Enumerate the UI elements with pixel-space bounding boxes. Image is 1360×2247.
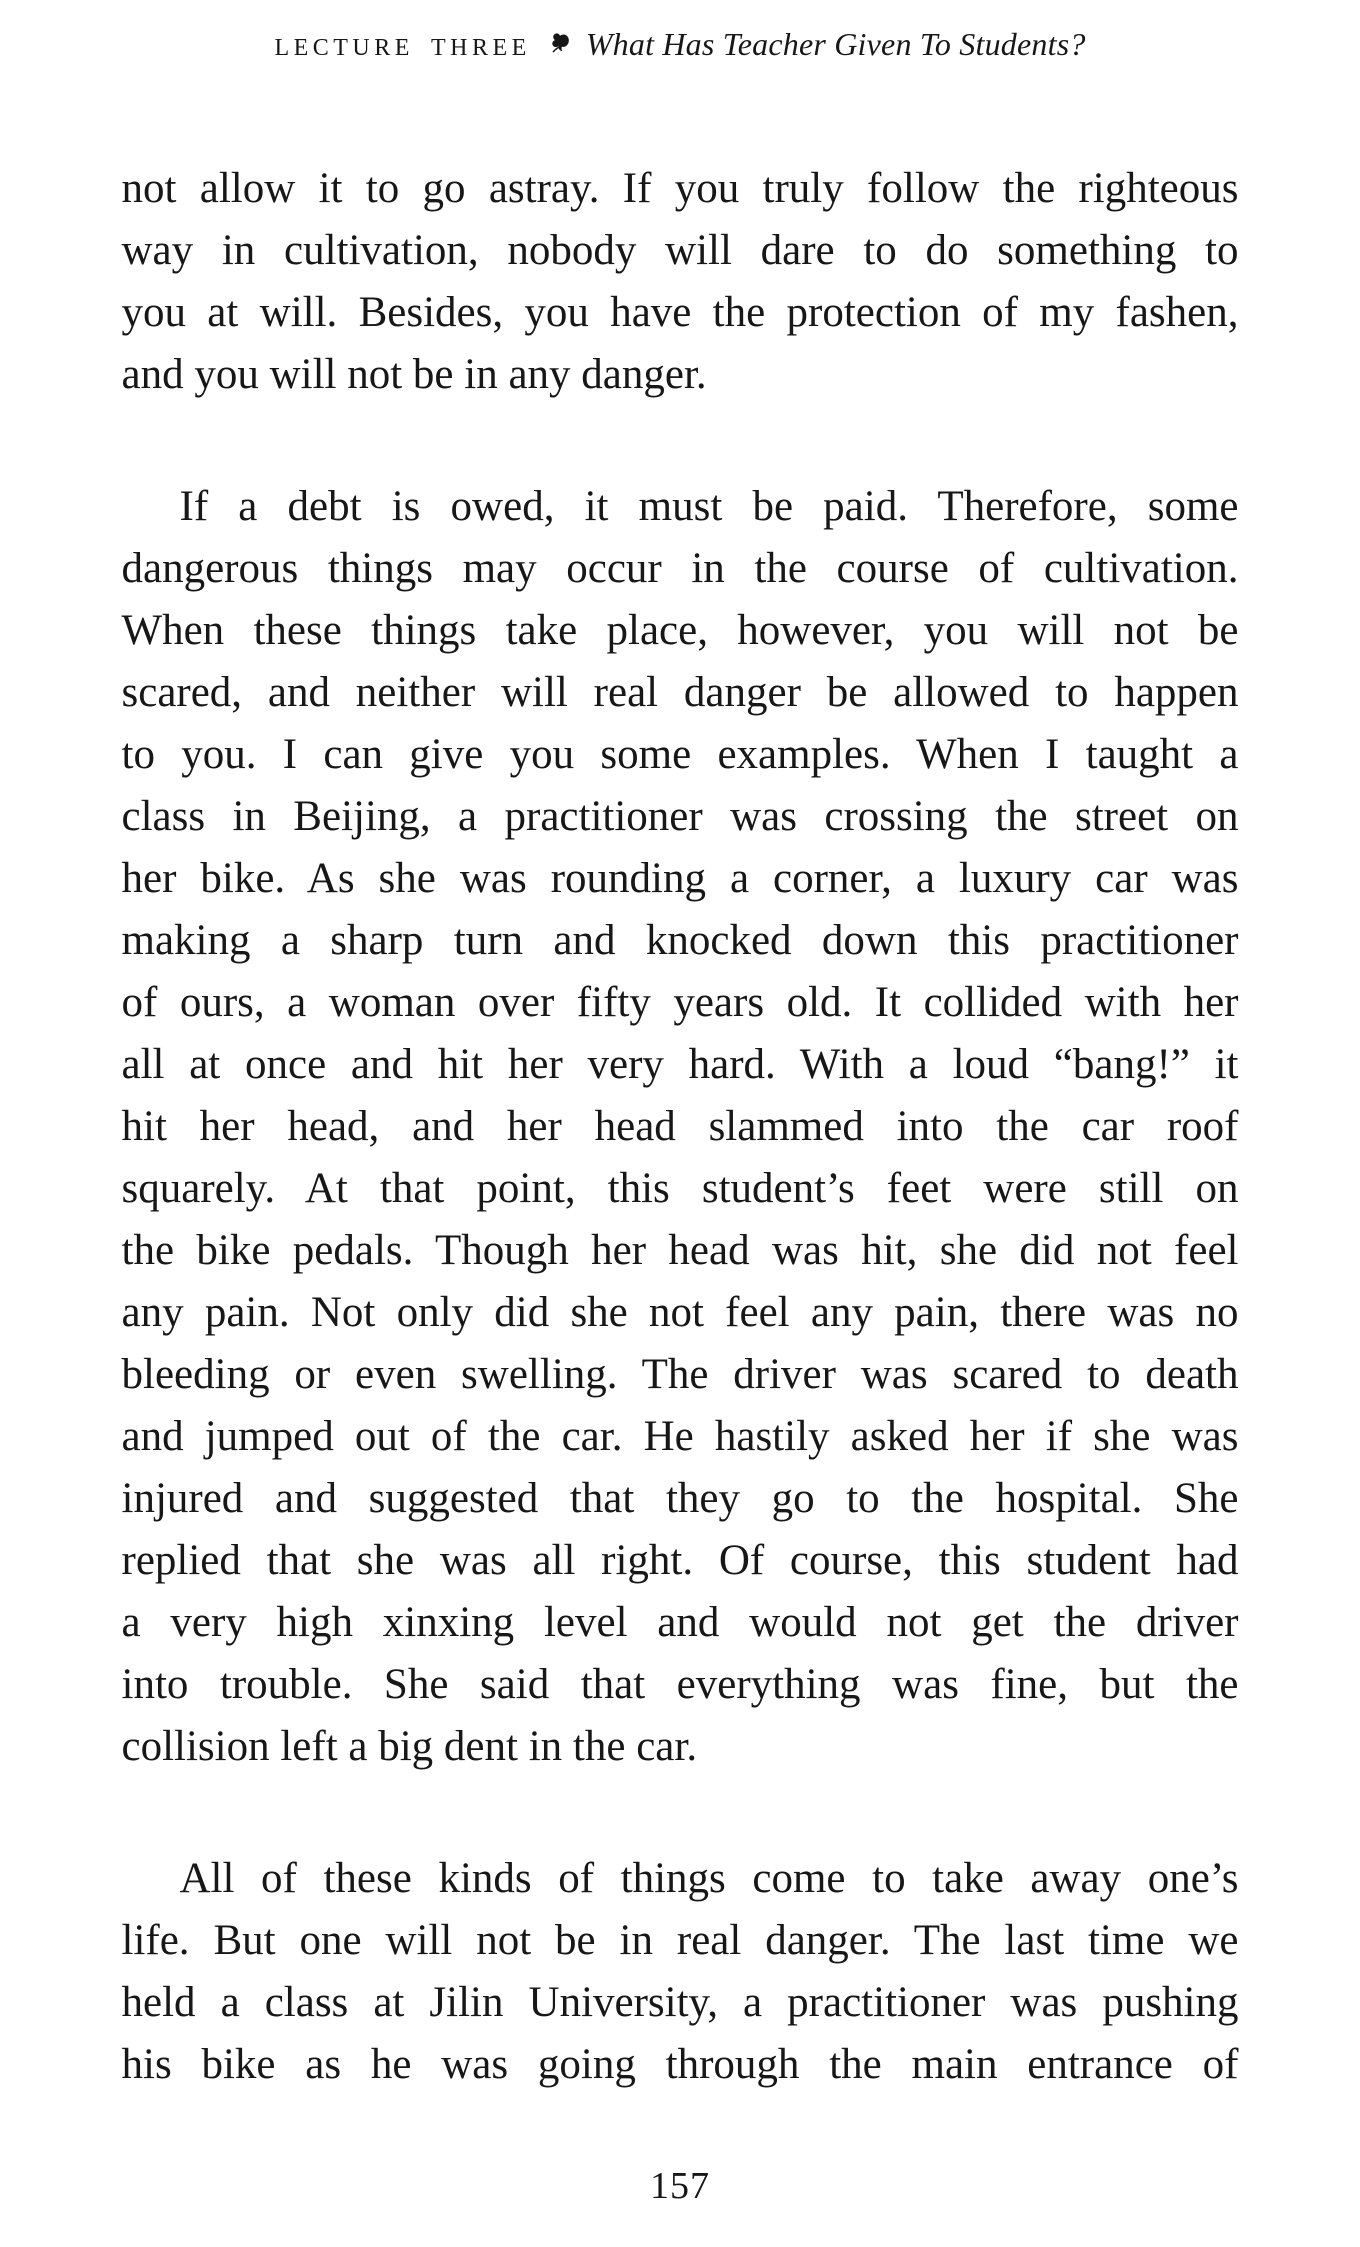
paragraph: [122, 1848, 1239, 2096]
text-line: making a sharp turn and knocked down this practitioner: [121, 917, 1239, 964]
text-line: the bike pedals. Though her head was hit, she did not feel: [121, 1227, 1239, 1274]
text-line: squarely. At that point, this student’s feet were still on: [121, 1165, 1239, 1212]
text-line: If a debt is owed, it must be paid. Therefore, some: [179, 483, 1239, 530]
text-line: scared, and neither will real danger be allowed to happen: [121, 669, 1239, 716]
text-line: to you. I can give you some examples. When I taught a: [121, 731, 1239, 778]
fleuron-leaf-icon: [548, 30, 571, 70]
text-line: you at will. Besides, you have the protection of my fashen,: [121, 289, 1239, 336]
text-line: life. But one will not be in real danger. The last time we: [121, 1917, 1239, 1964]
text-line: collision left a big dent in the car.: [121, 1723, 698, 1770]
text-line: her bike. As she was rounding a corner, a luxury car was: [121, 855, 1239, 902]
text-line: class in Beijing, a practitioner was crossing the street on: [121, 793, 1239, 840]
paragraph: [122, 476, 1239, 1778]
text-line: held a class at Jilin University, a practitioner was pushing: [121, 1979, 1239, 2026]
text-line: and jumped out of the car. He hastily asked her if she was: [121, 1413, 1239, 1460]
text-line: not allow it to go astray. If you truly follow the righteous: [121, 165, 1239, 212]
chapter-title: What Has Teacher Given To Students?: [585, 26, 1086, 62]
text-line: injured and suggested that they go to the hospital. She: [121, 1475, 1239, 1522]
text-line: into trouble. She said that everything was fine, but the: [121, 1661, 1239, 1708]
text-line: All of these kinds of things come to take away one’s: [179, 1855, 1239, 1902]
text-line: way in cultivation, nobody will dare to do something to: [121, 227, 1239, 274]
text-line: all at once and hit her very hard. With a loud “bang!” it: [121, 1041, 1239, 1088]
text-line: any pain. Not only did she not feel any pain, there was no: [121, 1289, 1239, 1336]
text-line: his bike as he was going through the main entrance of: [121, 2041, 1239, 2088]
page-number: 157: [650, 2165, 710, 2207]
body-text: [122, 158, 1239, 2096]
paragraph: [122, 158, 1239, 406]
text-line: of ours, a woman over fifty years old. It collided with her: [121, 979, 1239, 1026]
text-line: When these things take place, however, you will not be: [121, 607, 1239, 654]
page-footer: [0, 2166, 1360, 2206]
text-line: replied that she was all right. Of course, this student had: [121, 1537, 1239, 1584]
running-header: [0, 24, 1360, 70]
text-line: and you will not be in any danger.: [121, 351, 707, 398]
section-label: LECTURE THREE: [274, 35, 531, 61]
text-line: dangerous things may occur in the course of cultivation.: [121, 545, 1239, 592]
text-line: hit her head, and her head slammed into the car roof: [121, 1103, 1239, 1150]
text-line: a very high xinxing level and would not get the driver: [121, 1599, 1239, 1646]
text-line: bleeding or even swelling. The driver was scared to death: [121, 1351, 1239, 1398]
